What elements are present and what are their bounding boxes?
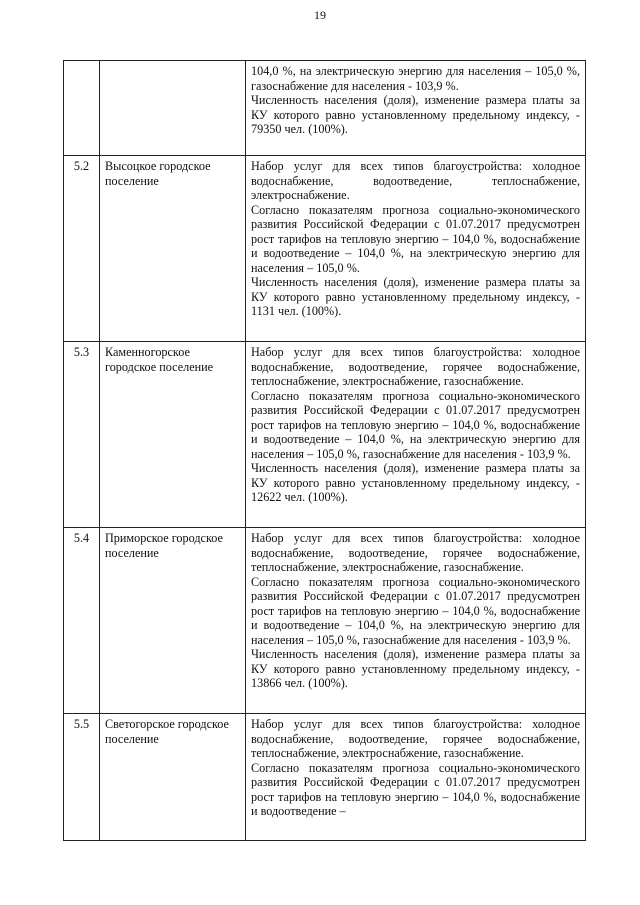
description-paragraph: Численность населения (доля), изменение размера платы за КУ которого равно установленному предельному индексу, - 13866 чел. (100%). bbox=[251, 647, 580, 690]
table-row bbox=[64, 342, 586, 528]
description-paragraph: Набор услуг для всех типов благоустройства: холодное водоснабжение, водоотведение, горячее водоснабжение, теплоснабжение, электроснабжение, газоснабжение. bbox=[251, 531, 580, 574]
row-number: 5.4 bbox=[64, 528, 100, 714]
settlement-name: Светогорское городское поселение bbox=[100, 714, 246, 841]
page-number: 19 bbox=[314, 8, 326, 22]
row-description bbox=[246, 61, 586, 156]
description-paragraph: Набор услуг для всех типов благоустройства: холодное водоснабжение, водоотведение, горячее водоснабжение, теплоснабжение, электроснабжение, газоснабжение. bbox=[251, 717, 580, 760]
description-paragraph: Численность населения (доля), изменение размера платы за КУ которого равно установленному предельному индексу, - 79350 чел. (100%). bbox=[251, 93, 580, 136]
row-number bbox=[64, 61, 100, 156]
description-paragraph: Набор услуг для всех типов благоустройства: холодное водоснабжение, водоотведение, теплоснабжение, электроснабжение. bbox=[251, 159, 580, 202]
row-description bbox=[246, 156, 586, 342]
row-description bbox=[246, 714, 586, 841]
description-paragraph: Согласно показателям прогноза социально-экономического развития Российской Федерации с 01.07.2017 предусмотрен рост тарифов на тепловую энергию – 104,0 %, водоснабжение и водоотведение – 104,0 %, на электрическую энергию для населения – 105,0 %. bbox=[251, 202, 580, 275]
table-row bbox=[64, 156, 586, 342]
row-number: 5.3 bbox=[64, 342, 100, 528]
row-number: 5.5 bbox=[64, 714, 100, 841]
table-row bbox=[64, 528, 586, 714]
row-description bbox=[246, 342, 586, 528]
table-row bbox=[64, 714, 586, 841]
tariff-table bbox=[63, 60, 586, 841]
description-paragraph: Численность населения (доля), изменение размера платы за КУ которого равно установленному предельному индексу, - 1131 чел. (100%). bbox=[251, 275, 580, 318]
description-paragraph: Набор услуг для всех типов благоустройства: холодное водоснабжение, водоотведение, горячее водоснабжение, теплоснабжение, электроснабжение, газоснабжение. bbox=[251, 345, 580, 388]
settlement-name: Каменногорское городское поселение bbox=[100, 342, 246, 528]
settlement-name: Высоцкое городское поселение bbox=[100, 156, 246, 342]
settlement-name: Приморское городское поселение bbox=[100, 528, 246, 714]
row-number: 5.2 bbox=[64, 156, 100, 342]
description-paragraph: Согласно показателям прогноза социально-экономического развития Российской Федерации с 01.07.2017 предусмотрен рост тарифов на тепловую энергию – 104,0 %, водоснабжение и водоотведение – 104,0 %, на электрическую энергию для населения – 105,0 %, газоснабжение для населения - 103,9 %. bbox=[251, 388, 580, 461]
description-paragraph: Согласно показателям прогноза социально-экономического развития Российской Федерации с 01.07.2017 предусмотрен рост тарифов на тепловую энергию – 104,0 %, водоснабжение и водоотведение – 104,0 %, на электрическую энергию для населения – 105,0 %, газоснабжение для населения - 103,9 %. bbox=[251, 574, 580, 647]
description-paragraph: Согласно показателям прогноза социально-экономического развития Российской Федерации с 01.07.2017 предусмотрен рост тарифов на тепловую энергию – 104,0 %, водоснабжение и водоотведение – bbox=[251, 760, 580, 818]
settlement-name bbox=[100, 61, 246, 156]
table-row bbox=[64, 61, 586, 156]
description-paragraph: 104,0 %, на электрическую энергию для населения – 105,0 %, газоснабжение для населения - 103,9 %. bbox=[251, 64, 580, 93]
description-paragraph: Численность населения (доля), изменение размера платы за КУ которого равно установленному предельному индексу, - 12622 чел. (100%). bbox=[251, 461, 580, 504]
row-description bbox=[246, 528, 586, 714]
